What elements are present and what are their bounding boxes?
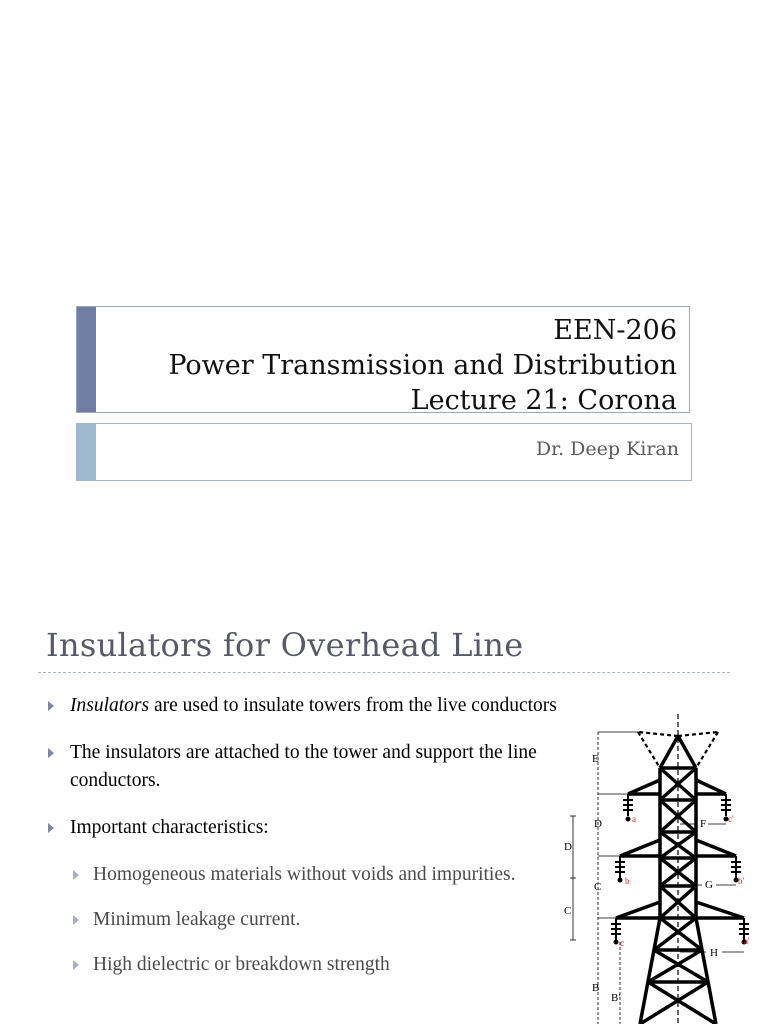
phase-label-c: c bbox=[620, 938, 624, 948]
sub-bullet-arrow-icon bbox=[73, 915, 79, 925]
slide-title: Insulators for Overhead Line bbox=[46, 626, 524, 664]
dim-label-b: B bbox=[592, 982, 600, 994]
title-accent-bar bbox=[77, 307, 96, 412]
subtitle-accent-bar bbox=[77, 424, 96, 480]
dim-label-d-left: D bbox=[564, 841, 572, 853]
sub-bullet-text: Homogeneous materials without voids and impurities. bbox=[93, 864, 516, 885]
sub-bullet-text: Minimum leakage current. bbox=[93, 909, 301, 930]
bullet-arrow-icon bbox=[48, 748, 54, 758]
title-box bbox=[76, 306, 690, 416]
author-name: Dr. Deep Kiran bbox=[535, 438, 679, 460]
conductor-dots bbox=[614, 817, 747, 945]
phase-label-b: b bbox=[625, 876, 630, 886]
course-code: EEN-206 bbox=[553, 315, 677, 346]
dim-label-c-left: C bbox=[564, 905, 572, 917]
bullet-text: are used to insulate towers from the live conductors bbox=[149, 695, 557, 716]
phase-label-b-prime: b' bbox=[738, 876, 745, 886]
bullet-item bbox=[46, 814, 566, 842]
bullet-text: Important characteristics: bbox=[70, 817, 269, 838]
dimension-lines bbox=[570, 732, 744, 1024]
dim-label-f: F bbox=[700, 818, 707, 830]
title-lines bbox=[168, 313, 677, 418]
bullet-italic-term: Insulators bbox=[70, 695, 150, 716]
dim-label-b-prime: B' bbox=[611, 992, 621, 1004]
subtitle-box bbox=[76, 423, 692, 481]
lecture-title: Lecture 21: Corona bbox=[410, 385, 677, 416]
bullet-arrow-icon bbox=[48, 701, 54, 711]
bullet-item bbox=[46, 692, 566, 720]
dim-label-d: D bbox=[594, 818, 602, 830]
sub-bullet-arrow-icon bbox=[73, 870, 79, 880]
title-divider bbox=[38, 672, 730, 673]
phase-label-c-prime: c' bbox=[728, 814, 734, 824]
sub-bullet-item bbox=[46, 861, 566, 888]
dim-label-e: E bbox=[592, 753, 599, 765]
sub-bullet-item bbox=[46, 951, 566, 978]
bullet-item bbox=[46, 739, 566, 795]
bullet-arrow-icon bbox=[48, 823, 54, 833]
phase-label-a: a bbox=[632, 814, 636, 824]
sub-bullet-text: High dielectric or breakdown strength bbox=[93, 954, 390, 975]
dim-label-g: G bbox=[705, 879, 713, 891]
bullet-list bbox=[46, 692, 566, 996]
phase-label-a-prime: a' bbox=[744, 936, 750, 946]
sub-bullet-item bbox=[46, 906, 566, 933]
bullet-text: The insulators are attached to the tower and support the line conductors. bbox=[70, 742, 537, 791]
sub-bullet-arrow-icon bbox=[73, 960, 79, 970]
dim-label-c: C bbox=[594, 881, 602, 893]
dim-label-h: H bbox=[710, 947, 718, 959]
course-name: Power Transmission and Distribution bbox=[168, 350, 677, 381]
transmission-tower-diagram bbox=[556, 710, 761, 1024]
